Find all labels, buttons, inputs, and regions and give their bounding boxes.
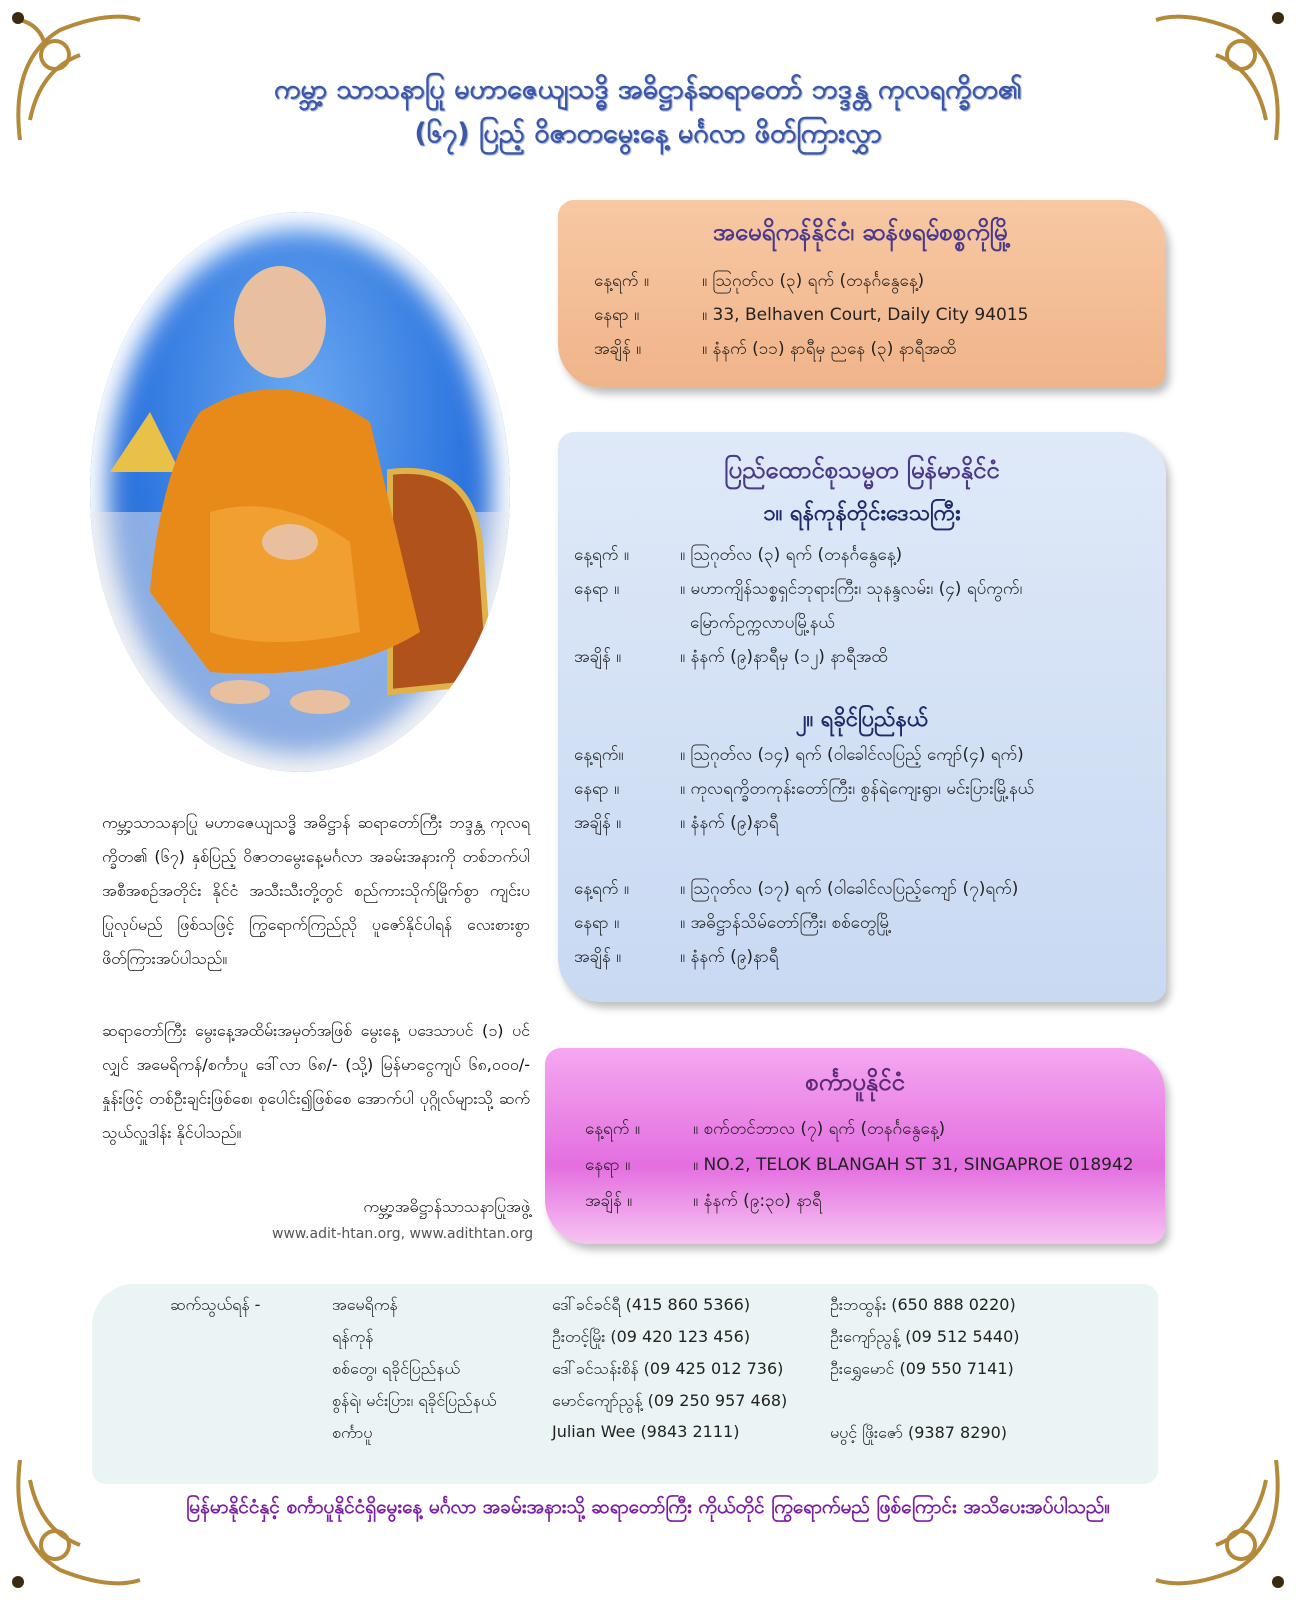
sittwe-date-label: နေ့ရက် ။	[574, 879, 629, 899]
usa-time-value: ။ နံနက် (၁၁) နာရီမှ ညနေ (၃) နာရီအထိ	[702, 339, 957, 359]
sittwe-venue-label: နေရာ ။	[574, 913, 620, 933]
sittwe-time-label: အချိန် ။	[574, 947, 622, 967]
singapore-venue-value: ။ NO.2, TELOK BLANGAH ST 31, SINGAPROE 018942	[693, 1155, 1134, 1175]
singapore-venue-label: နေရာ ။	[585, 1155, 631, 1175]
usa-venue-label: နေရာ ။	[594, 305, 640, 325]
corner-ornament-icon	[1146, 0, 1296, 150]
rakhine-time-label: အချိန် ။	[574, 813, 622, 833]
page-title: ကမ္ဘာ့ သာသနာပြု မဟာဇေယျသဒ္ဓိ အဓိဋ္ဌာန်ဆရာတော် ဘဒ္ဒန္တ ကုလရက္ခိတ၏	[274, 74, 1022, 105]
rakhine-subheading: ၂။ ရခိုင်ပြည်နယ်	[795, 707, 929, 732]
rakhine-venue-label: နေရာ ။	[574, 779, 620, 799]
contact-place: အမေရိကန်	[332, 1295, 398, 1314]
page-subtitle: (၆၇) ပြည့် ဝိဇာတမွေးနေ့ မင်္ဂလာ ဖိတ်ကြားလွှာ	[414, 118, 882, 149]
yangon-time-value: ။ နံနက် (၉)နာရီမှ (၁၂) နာရီအထိ	[680, 647, 888, 667]
singapore-time-value: ။ နံနက် (၉:၃၀) နာရီ	[693, 1191, 822, 1211]
monk-figure-icon	[90, 212, 510, 772]
singapore-date-value: ။ စက်တင်ဘာလ (၇) ရက် (တနင်္ဂနွေနေ့)	[693, 1119, 946, 1139]
yangon-time-label: အချိန် ။	[574, 647, 622, 667]
singapore-date-label: နေ့ရက် ။	[585, 1119, 640, 1139]
contact-person: ဦးရွှေမောင် (09 550 7141)	[830, 1359, 1014, 1378]
contact-person: ဦးတင့်မြိုး (09 420 123 456)	[552, 1327, 751, 1346]
yangon-date-label: နေ့ရက် ။	[574, 545, 629, 565]
yangon-venue-line2: မြောက်ဥက္ကလာပမြို့နယ်	[690, 613, 835, 633]
website-links[interactable]: www.adit-htan.org, www.adithtan.org	[272, 1226, 534, 1242]
sittwe-venue-value: ။ အဓိဋ္ဌာန်သိမ်တော်ကြီး၊ စစ်တွေမြို့	[680, 913, 892, 933]
rakhine-time-value: ။ နံနက် (၉)နာရီ	[680, 813, 779, 833]
usa-event-box	[558, 200, 1166, 388]
contact-place: စွန်ရဲ၊ မင်းပြား၊ ရခိုင်ပြည်နယ်	[332, 1391, 497, 1410]
usa-venue-value: ။ 33, Belhaven Court, Daily City 94015	[702, 305, 1029, 325]
sittwe-date-value: ။ ဩဂုတ်လ (၁၇) ရက် (ဝါခေါင်လပြည့်ကျော် (၇)ရက်)	[680, 879, 1019, 899]
usa-heading: အမေရိကန်နိုင်ငံ၊ ဆန်ဖရမ်စစ္စကိုမြို့	[712, 218, 1012, 246]
yangon-date-value: ။ ဩဂုတ်လ (၃) ရက် (တနင်္ဂနွေနေ့)	[680, 545, 903, 565]
contact-person: မပွင့် ဖြိုးဇော် (9387 8290)	[830, 1423, 1007, 1442]
rakhine-date-value: ။ ဩဂုတ်လ (၁၄) ရက် (ဝါခေါင်လပြည့် ကျော်(၄) ရက်)	[680, 745, 1024, 765]
yangon-subheading: ၁။ ရန်ကုန်တိုင်းဒေသကြီး	[763, 501, 961, 526]
contact-place: ရန်ကုန်	[332, 1327, 374, 1346]
myanmar-heading: ပြည်ထောင်စုသမ္မတ မြန်မာနိုင်ငံ	[724, 456, 1000, 484]
usa-date-label: နေ့ရက် ။	[594, 271, 649, 291]
contact-person: Julian Wee (9843 2111)	[552, 1422, 740, 1441]
singapore-heading: စင်္ကာပူနိုင်ငံ	[805, 1068, 905, 1096]
corner-ornament-icon	[0, 0, 150, 150]
contact-person: မောင်ကျော်ညွန့် (09 250 957 468)	[552, 1391, 788, 1410]
yangon-venue-label: နေရာ ။	[574, 579, 620, 599]
contact-person: ဦးဘထွန်း (650 888 0220)	[830, 1295, 1016, 1314]
sittwe-time-value: ။ နံနက် (၉)နာရီ	[680, 947, 779, 967]
footer-notice: မြန်မာနိုင်ငံနှင့် စင်္ကာပူနိုင်ငံရှိမွေးနေ့ မင်္ဂလာ အခမ်းအနားသို့ ဆရာတော်ကြီး ကိုယ်တိုင် ကြွရောက်မည် ဖြစ်ကြောင်း အသိပေးအပ်ပါသည်။	[185, 1496, 1111, 1518]
contact-section	[92, 1284, 1158, 1484]
donation-paragraph: ဆရာတော်ကြီး မွေးနေ့အထိမ်းအမှတ်အဖြစ် မွေးနေ့ ပဒေသာပင် (၁) ပင်လျှင် အမေရိကန်/စင်္ကာပူ ဒေါ်လာ ၆၈/- (သို့) မြန်မာငွေကျပ် ၆၈,၀၀၀/- နှုန်းဖြင့် တစ်ဦးချင်းဖြစ်စေ၊ စုပေါင်း၍ဖြစ်စေ အောက်ပါ ပုဂ္ဂိုလ်များသို့ ဆက်သွယ်လှူဒါန်း နိုင်ပါသည်။	[102, 1021, 530, 1142]
contact-person: ဦးကျော်ညွန့် (09 512 5440)	[830, 1327, 1020, 1346]
usa-time-label: အချိန် ။	[594, 339, 642, 359]
invitation-paragraph: ကမ္ဘာ့သာသနာပြု မဟာဇေယျသဒ္ဓိ အဓိဋ္ဌာန် ဆရာတော်ကြီး ဘဒ္ဒန္တ ကုလရက္ခိတ၏ (၆၇) နှစ်ပြည့် ဝိဇာတမွေးနေ့မင်္ဂလာ အခမ်းအနားကို တစ်ဘက်ပါ အစီအစဉ်အတိုင်း နိုင်ငံ အသီးသီးတို့တွင် စည်ကားသိုက်မြိုက်စွာ ကျင်းပပြုလုပ်မည် ဖြစ်သဖြင့် ကြွရောက်ကြည်ညို ပူဇော်နိုင်ပါရန် လေးစားစွာ ဖိတ်ကြားအပ်ပါသည်။	[102, 813, 530, 968]
contact-person: ဒေါ်ခင်သန်းစိန် (09 425 012 736)	[552, 1359, 784, 1378]
monk-portrait	[90, 212, 510, 772]
singapore-time-label: အချိန် ။	[585, 1191, 633, 1211]
myanmar-event-box	[558, 432, 1166, 1002]
singapore-event-box	[545, 1048, 1165, 1244]
contact-label: ဆက်သွယ်ရန် -	[170, 1295, 261, 1314]
contact-place: စင်္ကာပူ	[332, 1423, 373, 1442]
corner-ornament-icon	[1146, 1450, 1296, 1600]
organization-signature: ကမ္ဘာ့အဓိဋ္ဌာန်သာသနာပြုအဖွဲ့	[363, 1197, 530, 1216]
contact-person: ဒေါ်ခင်ခင်ရီ (415 860 5366)	[552, 1295, 751, 1314]
usa-date-value: ။ ဩဂုတ်လ (၃) ရက် (တနင်္ဂနွေနေ့)	[702, 271, 925, 291]
rakhine-date-label: နေ့ရက်။	[574, 745, 624, 765]
contact-place: စစ်တွေ၊ ရခိုင်ပြည်နယ်	[332, 1359, 461, 1378]
yangon-venue-value: ။ မဟာကျိန်သစ္စရှင်ဘုရားကြီး၊ သုနန္ဒလမ်း၊ (၄) ရပ်ကွက်၊	[680, 579, 1023, 599]
rakhine-venue-value: ။ ကုလရက္ခိတကုန်းတော်ကြီး၊ စွန်ရဲကျေးရွာ၊ မင်းပြားမြို့နယ်	[680, 779, 1035, 799]
